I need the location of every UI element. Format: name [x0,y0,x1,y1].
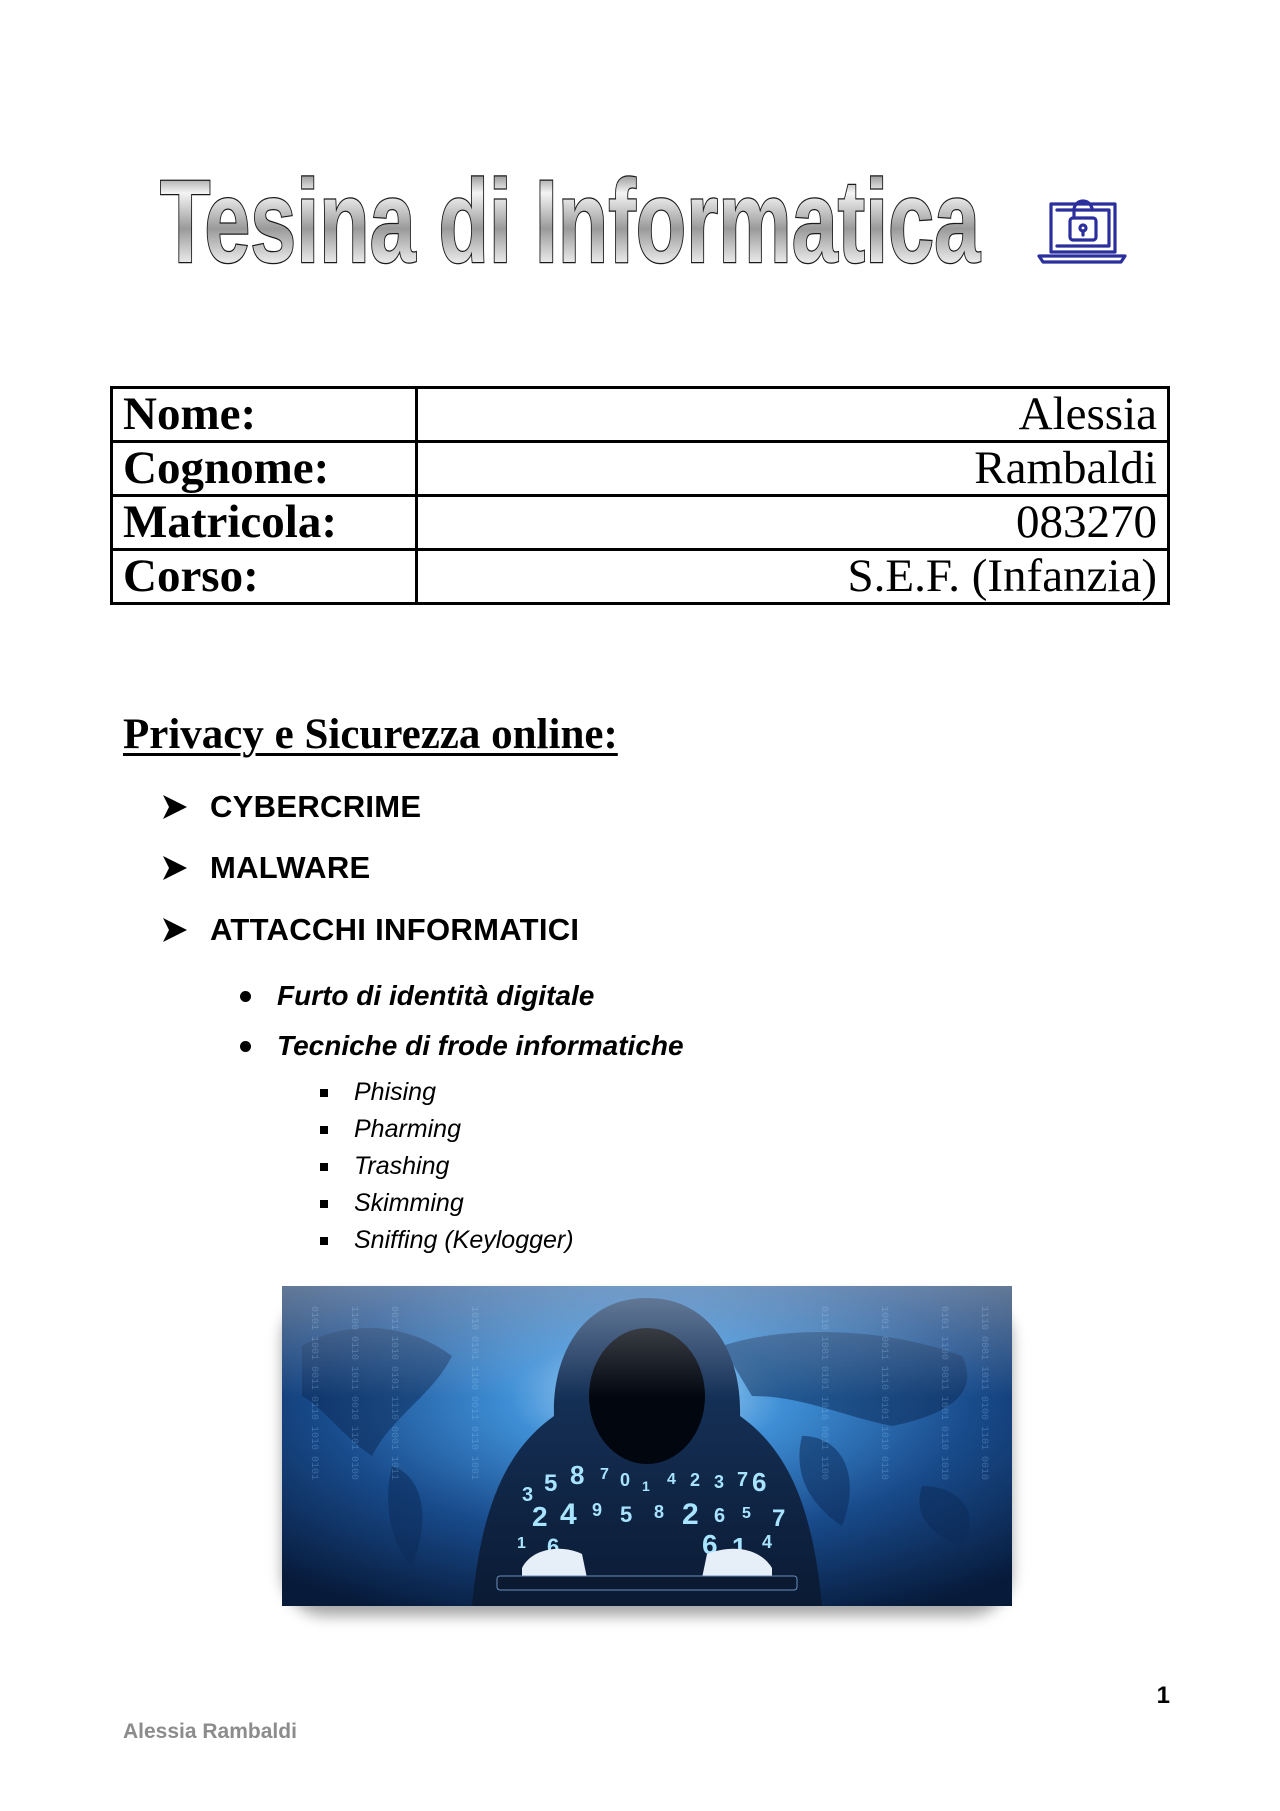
square-bullet-icon [320,1126,328,1134]
list-item [240,1030,684,1062]
info-value: Alessia [417,388,1169,442]
page-number: 1 [1156,1682,1170,1709]
topic-label: MALWARE [210,850,371,885]
technique-label: Phising [354,1078,436,1106]
square-bullet-icon [320,1200,328,1208]
square-bullet-icon [320,1089,328,1097]
list-item [320,1115,461,1144]
table-row [112,388,1169,442]
info-label: Corso: [112,550,417,604]
arrowhead-bullet-icon [160,853,190,883]
title-wordart [150,140,990,300]
document-title: Tesina di Informatica [160,156,981,288]
list-item [160,789,421,825]
section-heading: Privacy e Sicurezza online: [123,711,618,758]
list-item [160,850,371,886]
hooded-hacker-at-keyboard-image [282,1286,1012,1606]
table-row [112,550,1169,604]
list-item [320,1078,436,1107]
footer-author: Alessia Rambaldi [123,1720,297,1743]
info-label: Nome: [112,388,417,442]
info-value: S.E.F. (Infanzia) [417,550,1169,604]
info-value: Rambaldi [417,442,1169,496]
technique-label: Trashing [354,1152,450,1180]
topic-label: CYBERCRIME [210,789,422,824]
list-item [160,912,579,948]
info-label: Cognome: [112,442,417,496]
topic-label: ATTACCHI INFORMATICI [210,912,580,947]
technique-label: Sniffing (Keylogger) [354,1226,574,1254]
list-item [320,1189,464,1218]
table-row [112,496,1169,550]
info-value: 083270 [417,496,1169,550]
round-bullet-icon [240,1041,251,1052]
unlocked-padlock-laptop-icon [1035,188,1129,268]
student-info-table [110,386,1170,605]
info-label: Matricola: [112,496,417,550]
subtopic-label: Furto di identità digitale [277,980,595,1011]
subtopic-label: Tecniche di frode informatiche [277,1030,684,1061]
arrowhead-bullet-icon [160,915,190,945]
round-bullet-icon [240,991,251,1002]
technique-label: Pharming [354,1115,461,1143]
table-row [112,442,1169,496]
title-block [150,140,1150,300]
square-bullet-icon [320,1163,328,1171]
square-bullet-icon [320,1237,328,1245]
arrowhead-bullet-icon [160,792,190,822]
list-item [320,1226,574,1255]
list-item [320,1152,449,1181]
list-item [240,980,594,1012]
technique-label: Skimming [354,1189,464,1217]
